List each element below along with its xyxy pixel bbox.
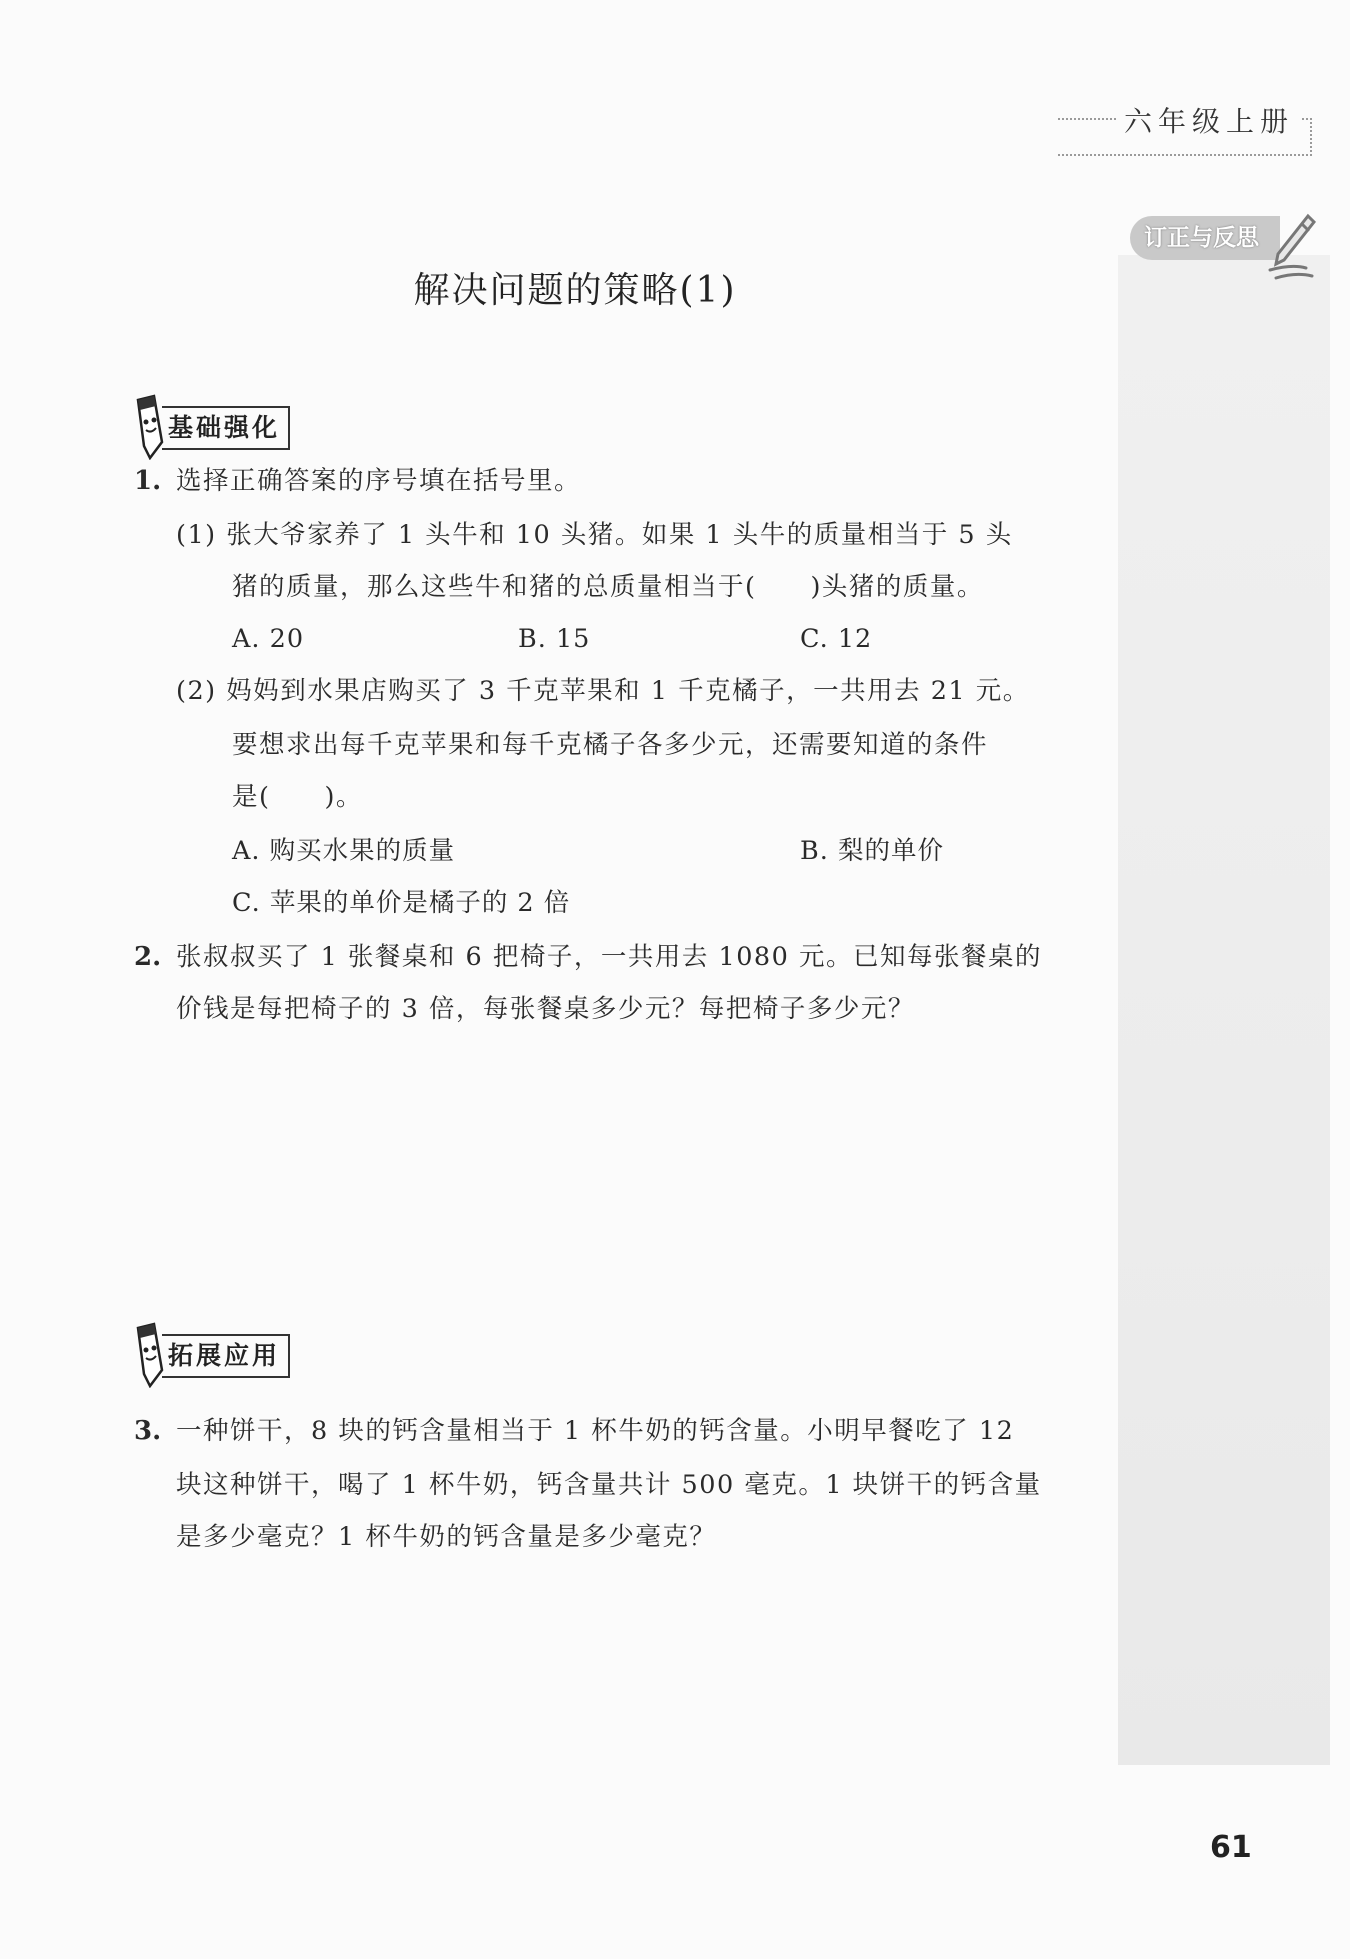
question-text: 价钱是每把椅子的 3 倍，每张餐桌多少元？每把椅子多少元？: [176, 994, 915, 1024]
answer-option: B. 15: [518, 624, 591, 654]
answer-option: C. 12: [800, 624, 873, 654]
question-number: 1.: [134, 466, 162, 496]
question-text: 一种饼干，8 块的钙含量相当于 1 杯牛奶的钙含量。小明早餐吃了 12: [176, 1416, 1015, 1446]
answer-option: A. 20: [232, 624, 305, 654]
question-text: 块这种饼干，喝了 1 杯牛奶，钙含量共计 500 毫克。1 块饼干的钙含量: [176, 1470, 1042, 1500]
pen-icon: [1262, 210, 1322, 286]
question-number: 3.: [134, 1416, 162, 1446]
question-text: 猪的质量，那么这些牛和猪的总质量相当于( )头猪的质量。: [232, 572, 984, 602]
question-text: 要想求出每千克苹果和每千克橘子各多少元，还需要知道的条件: [232, 730, 989, 760]
question-text: 是( )。: [232, 782, 363, 812]
question-text: (1) 张大爷家养了 1 头牛和 10 头猪。如果 1 头牛的质量相当于 5 头: [176, 520, 1013, 550]
question-number: 2.: [134, 942, 162, 972]
review-tab: 订正与反思: [1130, 216, 1280, 260]
pencil-mascot-icon: [132, 394, 166, 460]
section-label: 基础强化: [162, 406, 290, 450]
review-sidebar: [1118, 255, 1330, 1765]
answer-option: B. 梨的单价: [800, 836, 944, 866]
pencil-mascot-icon: [132, 1322, 166, 1388]
section-label: 拓展应用: [162, 1334, 290, 1378]
answer-option: A. 购买水果的质量: [232, 836, 456, 866]
page-title: 解决问题的策略(1): [413, 270, 737, 311]
question-text: 张叔叔买了 1 张餐桌和 6 把椅子，一共用去 1080 元。已知每张餐桌的: [176, 942, 1042, 972]
grade-label: 六年级上册: [1116, 100, 1302, 140]
question-text: 是多少毫克？1 杯牛奶的钙含量是多少毫克？: [176, 1522, 717, 1552]
page-number: 61: [1210, 1830, 1252, 1865]
question-stem: 选择正确答案的序号填在括号里。: [176, 466, 582, 496]
answer-option: C. 苹果的单价是橘子的 2 倍: [232, 888, 571, 918]
question-text: (2) 妈妈到水果店购买了 3 千克苹果和 1 千克橘子，一共用去 21 元。: [176, 676, 1030, 706]
